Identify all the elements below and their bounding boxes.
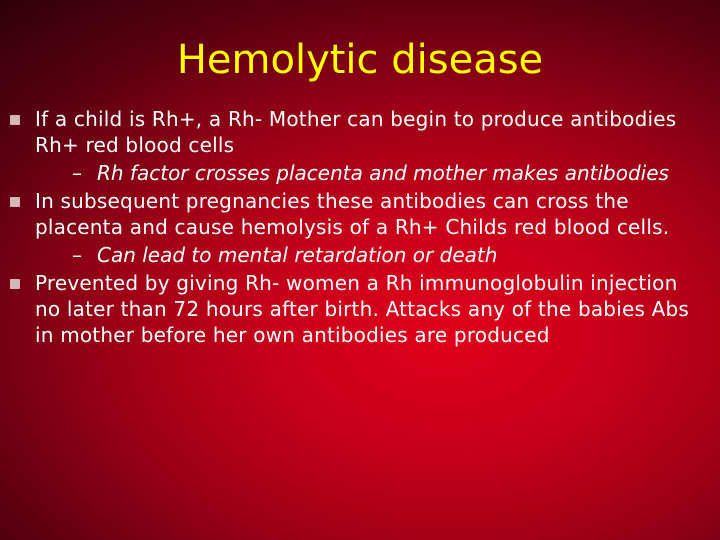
square-bullet-icon [10,115,20,125]
dash-bullet: – [72,243,82,267]
bullet-item [0,270,720,348]
slide-title: Hemolytic disease [176,37,544,83]
bullet-text: In subsequent pregnancies these antibodies can cross the placenta and cause hemolysis of a Rh+ Childs red blood cells. [35,189,670,239]
square-bullet-icon [10,197,20,207]
bullet-item [0,106,720,158]
bullet-text: Prevented by giving Rh- women a Rh immunoglobulin injection no later than 72 hours after birth. Attacks any of the babies Abs in mother before her own antibodies are produced [35,271,690,347]
sub-bullet-item [0,240,720,270]
bullet-item [0,188,720,240]
sub-bullet-item [0,158,720,188]
dash-bullet: – [72,161,82,185]
square-bullet-icon [10,279,20,289]
bullet-text: If a child is Rh+, a Rh- Mother can begin to produce antibodies Rh+ red blood cells [35,107,677,157]
sub-bullet-text: Can lead to mental retardation or death [97,243,498,267]
bullet-list [0,106,720,348]
sub-bullet-text: Rh factor crosses placenta and mother makes antibodies [97,161,669,185]
